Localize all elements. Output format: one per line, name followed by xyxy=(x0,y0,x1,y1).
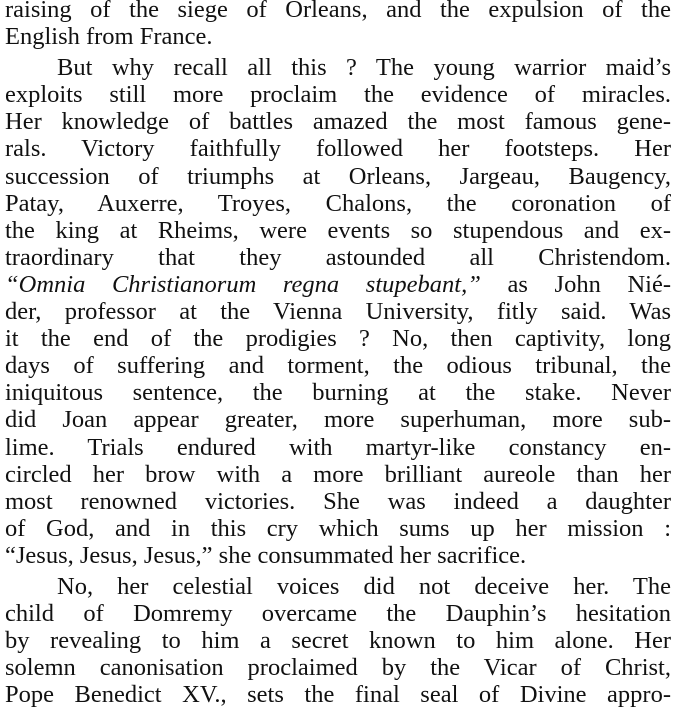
text-line: it the end of the prodigies ? No, then captivity, long xyxy=(5,325,671,353)
text-line: Patay, Auxerre, Troyes, Chalons, the coronation of xyxy=(5,189,671,217)
text-line: solemn canonisation proclaimed by the Vicar of Christ, xyxy=(5,654,671,682)
text-line: exploits still more proclaim the evidence of miracles. xyxy=(5,81,671,109)
text-line: succession of triumphs at Orleans, Jargeau, Baugency, xyxy=(5,162,671,190)
latin-quote: “Omnia Christianorum regna stupebant,” xyxy=(5,270,481,298)
paragraph-2 xyxy=(5,54,671,569)
text-line: the king at Rheims, were events so stupendous and ex- xyxy=(5,216,671,244)
quote-attribution: as John Nié- xyxy=(480,270,671,298)
text-line: circled her brow with a more brilliant aureole than her xyxy=(5,460,671,488)
text-line: der, professor at the Vienna University, fitly said. Was xyxy=(5,298,671,326)
text-line: Her knowledge of battles amazed the most famous gene- xyxy=(5,108,671,136)
text-line: did Joan appear greater, more superhuman, more sub- xyxy=(5,406,671,434)
text-line: rals. Victory faithfully followed her footsteps. Her xyxy=(5,135,671,163)
text-line: of God, and in this cry which sums up her mission : xyxy=(5,514,671,542)
text-line: traordinary that they astounded all Christendom. xyxy=(5,243,671,271)
text-line: English from France. xyxy=(5,23,213,51)
text-line: But why recall all this ? The young warrior maid’s xyxy=(57,54,671,82)
text-line-latin-quote xyxy=(5,271,671,298)
text-line: Pope Benedict XV., sets the final seal of Divine appro- xyxy=(5,681,671,708)
paragraph-3 xyxy=(5,573,671,708)
text-line: child of Domremy overcame the Dauphin’s hesitation xyxy=(5,600,671,628)
text-line: by revealing to him a secret known to him alone. Her xyxy=(5,627,671,655)
text-line: “Jesus, Jesus, Jesus,” she consummated her sacrifice. xyxy=(5,541,527,569)
text-line: iniquitous sentence, the burning at the stake. Never xyxy=(5,379,671,407)
paragraph-1 xyxy=(5,0,671,50)
text-line: days of suffering and torment, the odious tribunal, the xyxy=(5,352,671,380)
text-line: No, her celestial voices did not deceive her. The xyxy=(57,572,671,600)
text-line: raising of the siege of Orleans, and the expulsion of the xyxy=(5,0,671,23)
text-line: lime. Trials endured with martyr-like constancy en- xyxy=(5,433,671,461)
text-line: most renowned victories. She was indeed a daughter xyxy=(5,487,671,515)
